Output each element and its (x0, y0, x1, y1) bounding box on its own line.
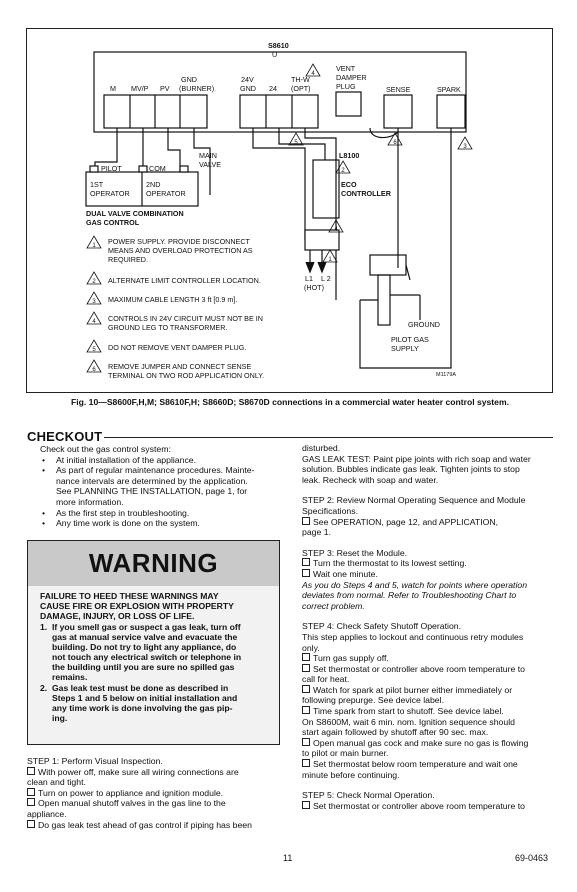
pilot-gas-1: PILOT GAS (391, 335, 429, 344)
checkout-heading: CHECKOUT (27, 429, 103, 444)
eco-label-1: ECO (341, 180, 357, 189)
model-sub: U (272, 50, 278, 59)
w2-l2: Steps 1 and 5 below on initial installation and (52, 693, 238, 703)
checkbox-icon (302, 653, 310, 661)
l8100-controller (313, 160, 339, 218)
term-spark: SPARK (437, 85, 461, 94)
dual-valve-2: GAS CONTROL (86, 218, 140, 227)
s3d: As you do Steps 4 and 5, watch for points where operation (302, 579, 528, 590)
bullet-2: As part of regular maintenance procedures. Mainte- (56, 465, 255, 476)
s3e: deviates from normal. Refer to Troubleshooting Chart to (302, 590, 517, 601)
s4b: This step applies to lockout and continuous retry modules (302, 631, 524, 642)
s2b: Specifications. (302, 505, 359, 516)
w2-l3: any time work is done involving the gas pip- (52, 703, 233, 713)
checkbox-icon (302, 569, 310, 577)
step1-line-5: appliance. (27, 808, 67, 819)
sense-terminal (384, 95, 412, 128)
s4j: On S8600M, wait 6 min. nom. Ignition sequence should (302, 716, 515, 727)
l2-label: L 2 (321, 274, 331, 283)
figure-code: M1179A (436, 372, 457, 378)
checkbox-icon (302, 558, 310, 566)
warning-lead-2: CAUSE FIRE OR EXPLOSION WITH PROPERTY (40, 601, 234, 611)
checkbox-icon (302, 664, 310, 672)
checkbox-icon (302, 706, 310, 714)
s4l: Open manual gas cock and make sure no gas is flowing (313, 737, 529, 748)
right-column (302, 443, 555, 811)
bullet-2d: more information. (56, 496, 124, 507)
checkbox-icon (27, 788, 35, 796)
s5a: STEP 5: Check Normal Operation. (302, 790, 435, 801)
transformer (305, 230, 339, 250)
s4h: following prepurge. See device label. (302, 695, 444, 706)
note-tri-3: 3 (92, 299, 96, 305)
s3a: STEP 3: Reset the Module. (302, 547, 408, 558)
eco-label-2: CONTROLLER (341, 189, 391, 198)
term-pv: PV (160, 84, 170, 93)
s5b: Set thermostat or controller above room temperature to (313, 800, 525, 811)
step1-line-6: Do gas leak test ahead of gas control if piping has been (38, 819, 252, 830)
vent-label-1: VENT (336, 64, 356, 73)
op1-b: OPERATOR (90, 189, 130, 198)
s2a: STEP 2: Review Normal Operating Sequence and Module (302, 495, 526, 506)
checkbox-icon (27, 798, 35, 806)
callout-3: 3 (463, 144, 467, 150)
s4g: Watch for spark at pilot burner either immediately or (313, 684, 513, 695)
w1-l1: If you smell gas or suspect a gas leak, turn off (52, 622, 241, 632)
note-6-line-2: TERMINAL ON TWO ROD APPLICATION ONLY. (108, 371, 265, 380)
w1-l5: the building until you are sure no spilled gas (52, 662, 235, 672)
checkout-intro-block: Check out the gas control system: • At initial installation of the appliance. • As part of regular maintenance procedures. Mainte- nance intervals are determined by the application. See PLANNING THE INSTALLATION, page 1, for more information. • As the first step in troubleshooting. • Any time work is done on the system. (40, 444, 280, 529)
term-burner: (BURNER) (179, 84, 215, 93)
warning-title: WARNING (28, 541, 279, 586)
s4k: start again followed by shutoff after 90 sec. max. (302, 727, 489, 738)
callout-4b: 4 (334, 227, 338, 233)
checkbox-icon (302, 738, 310, 746)
note-1-line-2: MEANS AND OVERLOAD PROTECTION AS (108, 246, 253, 255)
heading-rule (104, 437, 553, 438)
note-tri-6: 6 (92, 367, 96, 373)
callout-2: 2 (341, 168, 345, 174)
checkbox-icon (302, 517, 310, 525)
callout-6: 6 (393, 140, 397, 146)
callout-4a: 4 (311, 71, 315, 77)
w1-l6: remains. (52, 672, 88, 682)
step1-title: STEP 1: Perform Visual Inspection. (27, 756, 163, 766)
page-number: 11 (283, 853, 293, 863)
note-2-line-1: ALTERNATE LIMIT CONTROLLER LOCATION. (108, 276, 261, 285)
bullet-3: As the first step in troubleshooting. (56, 507, 190, 518)
step1-line-4: Open manual shutoff valves in the gas line to the (38, 798, 226, 809)
term-24v: 24V (241, 75, 254, 84)
checkbox-icon (27, 767, 35, 775)
checkbox-icon (302, 759, 310, 767)
step1-line-2: clean and tight. (27, 777, 86, 788)
checkout-intro: Check out the gas control system: (40, 444, 171, 454)
vent-label-2: DAMPER (336, 73, 367, 82)
warning-text: FAILURE TO HEED THESE WARNINGS MAY CAUSE FIRE OR EXPLOSION WITH PROPERTY DAMAGE, INJURY, OR LOSS OF LIFE. 1. If you smell gas or suspect a gas leak, turn off gas at manual service valve and evacuate the building. Do not try to light any appliance, do not touch any electrical switch or telephone in the building until you are sure no spilled gas remains. 2. Gas leak test must be done as described in Steps 1 and 5 below on initial installation and any time work is done involving the gas pip- ing. (40, 591, 268, 723)
term-sense: SENSE (386, 85, 411, 94)
step1-block (27, 756, 280, 830)
bullet-1: At initial installation of the appliance. (56, 454, 197, 465)
terminal-block-right (240, 95, 318, 128)
s2d: page 1. (302, 527, 331, 538)
s4n: Set thermostat below room temperature and wait one (313, 759, 518, 770)
wiring-diagram (0, 0, 577, 400)
pilot-gas-2: SUPPLY (391, 344, 419, 353)
doc-number: 69-0463 (515, 853, 549, 863)
bullet-2b: nance intervals are determined by the application. (56, 475, 248, 486)
checkbox-icon (302, 685, 310, 693)
s4o: minute before continuing. (302, 769, 400, 780)
hot-label: (HOT) (304, 283, 324, 292)
note-tri-1: 1 (92, 243, 96, 249)
term-24: 24 (269, 84, 277, 93)
bullet-2c: See PLANNING THE INSTALLATION, page 1, for (56, 486, 248, 497)
w1-l2: gas at manual service valve and evacuate the (52, 632, 238, 642)
l1-label: L1 (305, 274, 313, 283)
s4m: to pilot or main burner. (302, 748, 389, 759)
step1-line-1: With power off, make sure all wiring connections are (38, 766, 239, 777)
note-1-line-3: REQUIRED. (108, 255, 148, 264)
s4f: call for heat. (302, 674, 350, 685)
note-4-line-1: CONTROLS IN 24V CIRCUIT MUST NOT BE IN (108, 314, 263, 323)
term-opt: (OPT) (291, 84, 311, 93)
r1: disturbed. (302, 443, 341, 453)
term-24v-gnd: GND (240, 84, 256, 93)
w1-l3: building. Do not try to light any appliance, do (52, 642, 237, 652)
w2-l1: Gas leak test must be done as described in (52, 683, 229, 693)
note-tri-2: 2 (92, 279, 96, 285)
term-m: M (110, 84, 116, 93)
vent-label-3: PLUG (336, 82, 356, 91)
s2c: See OPERATION, page 12, and APPLICATION, (313, 516, 499, 527)
spark-terminal (437, 95, 465, 128)
com-label: COM (149, 164, 166, 173)
w2-l4: ing. (52, 713, 68, 723)
term-mvp: MV/P (131, 84, 149, 93)
checkbox-icon (302, 801, 310, 809)
term-gnd: GND (181, 75, 197, 84)
bullet-4: Any time work is done on the system. (56, 518, 200, 529)
op1-a: 1ST (90, 180, 104, 189)
s4a: STEP 4: Check Safety Shutoff Operation. (302, 621, 462, 632)
r4: leak. Recheck with soap and water. (302, 474, 439, 485)
callout-5: 5 (294, 140, 298, 146)
step1-line-3: Turn on power to appliance and ignition module. (38, 787, 224, 798)
note-6-line-1: REMOVE JUMPER AND CONNECT SENSE (108, 362, 252, 371)
term-thw: TH-W (291, 75, 310, 84)
w1-l4: not touch any electrical switch or telephone in (52, 652, 242, 662)
dual-valve-1: DUAL VALVE COMBINATION (86, 209, 184, 218)
s3c: Wait one minute. (313, 568, 378, 579)
note-4-line-2: GROUND LEG TO TRANSFORMER. (108, 323, 228, 332)
note-1-line-1: POWER SUPPLY. PROVIDE DISCONNECT (108, 237, 250, 246)
note-3-line-1: MAXIMUM CABLE LENGTH 3 ft [0.9 m]. (108, 295, 238, 304)
vent-damper-plug (336, 92, 361, 116)
main-valve-2: VALVE (199, 160, 222, 169)
r3: solution. Bubbles indicate gas leak. Tighten joints to stop (302, 464, 520, 475)
s4d: Turn gas supply off. (313, 653, 389, 664)
op2-a: 2ND (146, 180, 161, 189)
model-label: S8610 (268, 41, 289, 50)
ground-label: GROUND (408, 320, 440, 329)
s4c: only. (302, 642, 320, 653)
main-valve-1: MAIN (199, 151, 217, 160)
s3b: Turn the thermostat to its lowest setting. (313, 558, 467, 569)
figure-caption: Fig. 10—S8600F,H,M; S8610F,H; S8660D; S8670D connections in a commercial water heater control system. (71, 397, 509, 407)
warning-lead-3: DAMAGE, INJURY, OR LOSS OF LIFE. (40, 611, 195, 621)
s4i: Time spark from start to shutoff. See device label. (313, 706, 504, 717)
l8100-label: L8100 (339, 151, 360, 160)
op2-b: OPERATOR (146, 189, 186, 198)
r2: GAS LEAK TEST: Paint pipe joints with rich soap and water (302, 453, 531, 464)
s3f: correct problem. (302, 600, 365, 611)
note-tri-5: 5 (92, 347, 96, 353)
checkbox-icon (27, 820, 35, 828)
note-tri-4: 4 (92, 319, 96, 325)
s4e: Set thermostat or controller above room temperature to (313, 663, 525, 674)
warning-lead-1: FAILURE TO HEED THESE WARNINGS MAY (40, 591, 219, 601)
callout-1: 1 (328, 257, 332, 263)
pilot-label: PILOT (101, 164, 122, 173)
note-5-line-1: DO NOT REMOVE VENT DAMPER PLUG. (108, 343, 247, 352)
